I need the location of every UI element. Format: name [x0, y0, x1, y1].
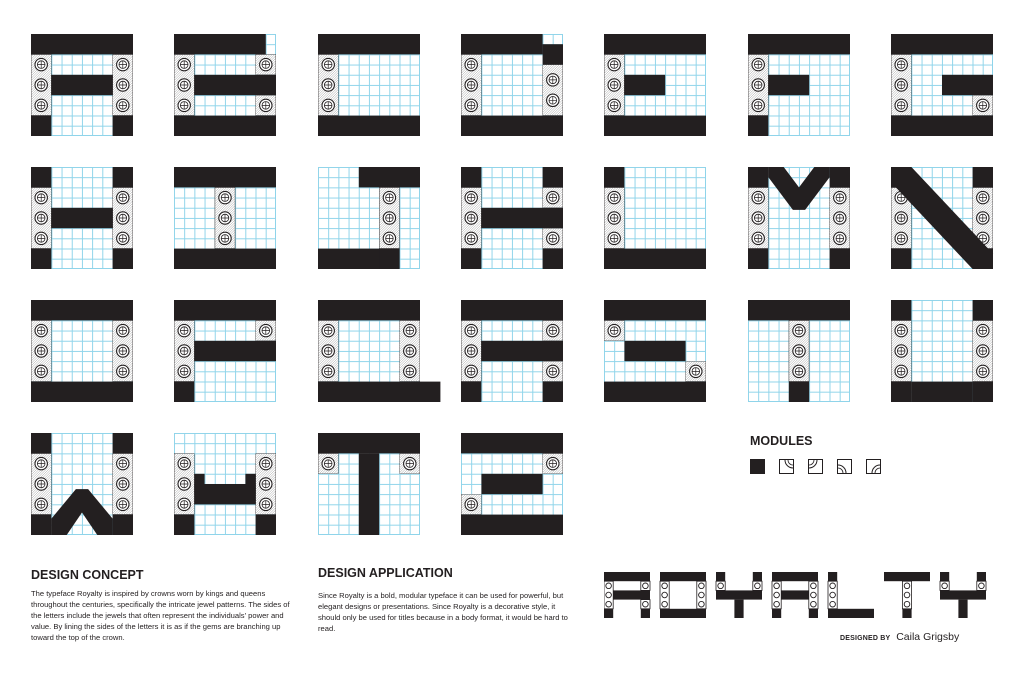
design-concept-body: The typeface Royalty is inspired by crowns worn by kings and queens throughout the centuries, specifically the intricate jewel patterns. The sides of the letters include the jewels that often represent the individuals' power and value. By lining the sides of the letters it is as if the gems are branching up toward the top of the crown.: [31, 589, 290, 642]
module-jewel-corner-bottom-left-icon: [837, 459, 852, 474]
glyph-w: [174, 433, 276, 535]
module-solid-square-icon: [750, 459, 765, 474]
glyph-u: [891, 300, 993, 402]
glyph-e: [604, 34, 706, 136]
glyph-m: [748, 167, 850, 269]
design-application-title: DESIGN APPLICATION: [318, 566, 453, 580]
royalty-wordmark: [604, 570, 990, 624]
glyph-s: [604, 300, 706, 402]
designer-credit: [840, 631, 959, 643]
glyph-b-shape: [174, 34, 276, 136]
glyph-u-shape: [891, 300, 993, 402]
glyph-p: [174, 300, 276, 402]
glyph-q-shape: [318, 300, 420, 402]
glyph-f: [748, 34, 850, 136]
glyph-q: [318, 300, 420, 402]
glyph-m-shape: [748, 167, 850, 269]
module-jewel-corner-top-right-icon: [779, 459, 794, 474]
glyph-k: [461, 167, 563, 269]
glyph-s-shape: [604, 300, 706, 402]
credit-label: DESIGNED BY: [840, 635, 891, 642]
glyph-l-shape: [604, 167, 706, 269]
glyph-g: [891, 34, 993, 136]
glyph-v-shape: [31, 433, 133, 535]
glyph-t: [748, 300, 850, 402]
glyph-k-shape: [461, 167, 563, 269]
glyph-r: [461, 300, 563, 402]
glyph-p-shape: [174, 300, 276, 402]
glyph-n: [891, 167, 993, 269]
glyph-j-shape: [318, 167, 420, 269]
glyph-i: [174, 167, 276, 269]
glyph-h: [31, 167, 133, 269]
glyph-e-shape: [604, 34, 706, 136]
modules-title: MODULES: [750, 434, 813, 448]
glyph-a-shape: [31, 34, 133, 136]
glyph-b: [174, 34, 276, 136]
glyph-l: [604, 167, 706, 269]
glyph-x-shape: [318, 433, 420, 535]
glyph-n-shape: [891, 167, 993, 269]
glyph-v: [31, 433, 133, 535]
glyph-o-shape: [31, 300, 133, 402]
module-jewel-corner-bottom-right-icon: [866, 459, 881, 474]
glyph-h-shape: [31, 167, 133, 269]
module-jewel-corner-top-left-icon: [808, 459, 823, 474]
glyph-t-shape: [748, 300, 850, 402]
glyph-i-shape: [174, 167, 276, 269]
glyph-j: [318, 167, 420, 269]
glyph-y: [461, 433, 563, 535]
design-concept-title: DESIGN CONCEPT: [31, 568, 144, 582]
glyph-c-shape: [318, 34, 420, 136]
modules-row: [750, 459, 881, 474]
glyph-x: [318, 433, 420, 535]
glyph-a: [31, 34, 133, 136]
designer-name: Caila Grigsby: [896, 631, 960, 643]
glyph-c: [318, 34, 420, 136]
glyph-y-shape: [461, 433, 563, 535]
glyph-d: [461, 34, 563, 136]
glyph-r-shape: [461, 300, 563, 402]
glyph-o: [31, 300, 133, 402]
glyph-w-shape: [174, 433, 276, 535]
glyph-d-shape: [461, 34, 563, 136]
glyph-f-shape: [748, 34, 850, 136]
glyph-g-shape: [891, 34, 993, 136]
design-application-body: Since Royalty is a bold, modular typeface it can be used for powerful, but elegant designs or presentations. Since Royalty is a decorative style, it should only be used for titles because in a body format, it would be hard to read.: [318, 591, 568, 633]
